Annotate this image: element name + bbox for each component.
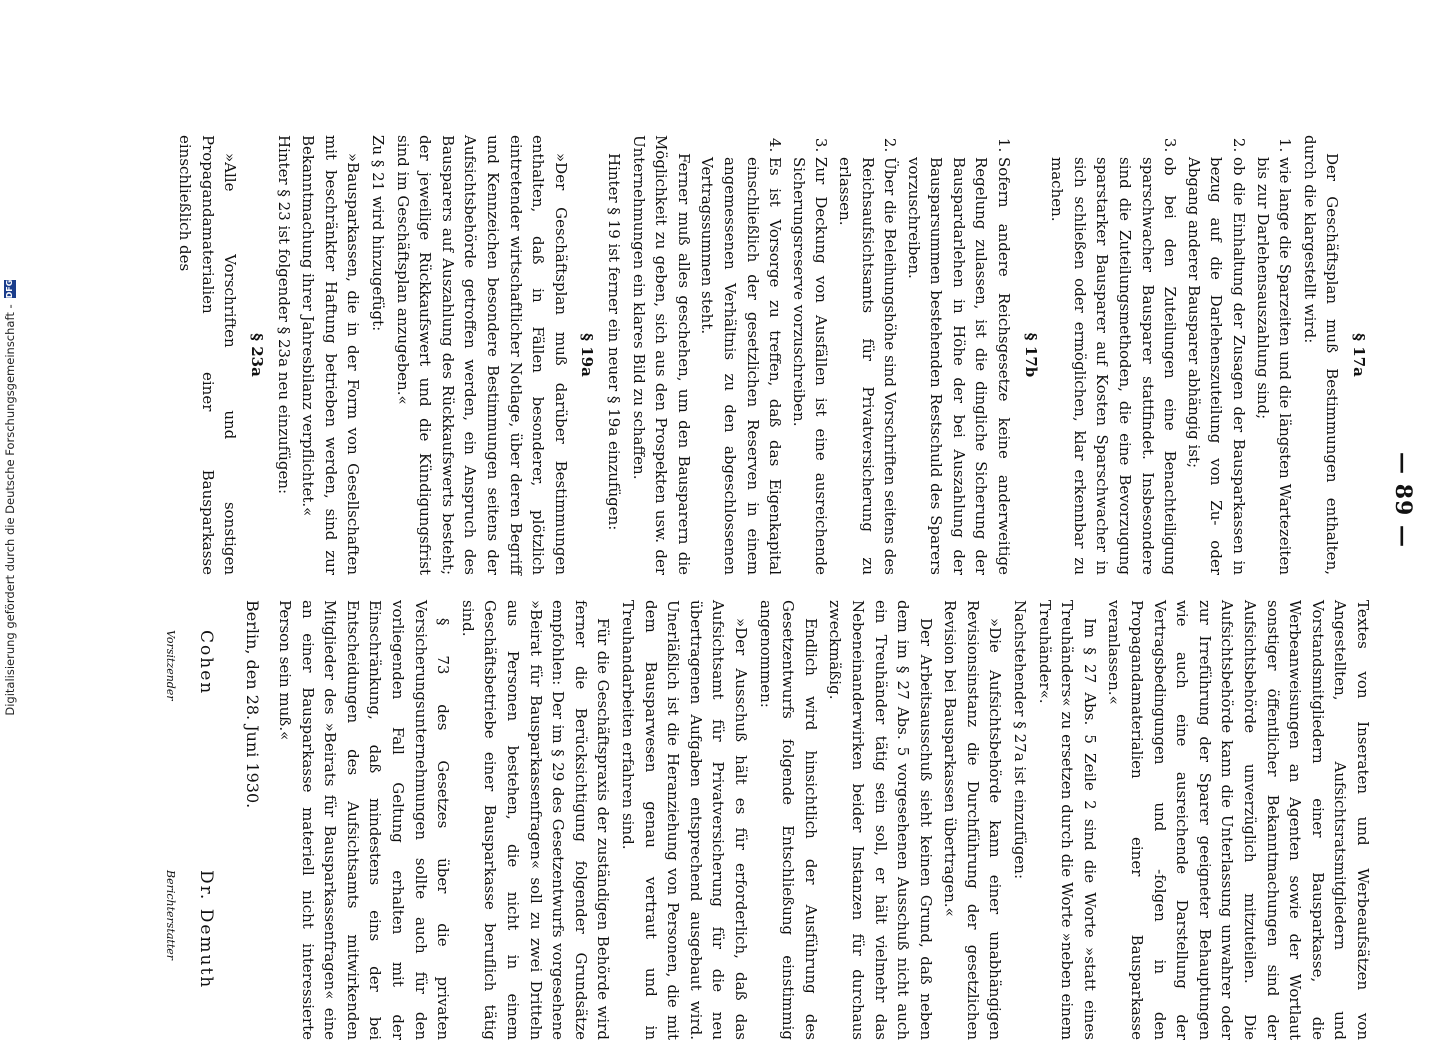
left-text-column <box>172 135 1374 575</box>
list-item: 3. ob bei den Zuteilungen eine Benachteiligung sparschwacher Bausparer stattfindet. Insbesondere sind die Zuteilungsmethoden, die eine Bevorzugung sparstarker Bausparer auf Kosten Sparschwacher in sich schließen oder ermöglichen, klar erkennbar zu machen. <box>1046 157 1182 575</box>
section-17a-list <box>1046 135 1297 575</box>
section-17b-paragraph: Ferner muß alles geschehen, um den Bausparern die Möglichkeit zu geben, sich aus den Prospekten usw. der Unternehmungen ein klares Bild zu schaffen. <box>629 135 693 575</box>
resolution-intro: Endlich wird hinsichtlich der Ausführung des Gesetzentwurfs folgende Entschließung einstimmig angenommen: <box>756 600 820 1040</box>
signature-right-role: Berichterstatter <box>163 870 177 961</box>
committee-paragraph: Der Arbeitsausschuß sieht keinen Grund, daß neben dem im § 27 Abs. 5 vorgesehenen Ausschuß nicht auch ein Treuhänder tätig sein soll, er hält vielmehr das Nebeneinanderwirken beider Instanzen für durchaus zweckmäßig. <box>826 600 935 1040</box>
section-23-intro: Hinter § 23 ist folgender § 23a neu einzufügen: <box>274 135 293 495</box>
list-item: 4. Es ist Vorsorge zu treffen, daß das Eigenkapital einschließlich der gesetzlichen Reserven in einem angemessenen Verhältnis zu den abgeschlossenen Vertragssummen steht. <box>696 157 786 575</box>
section-27-text: Im § 27 Abs. 5 Zeile 2 sind die Worte »statt eines Treuhänders« zu ersetzen durch die Worte »neben einem Treuhänder«. <box>1035 600 1099 1040</box>
resolution-quote: »Der Ausschuß hält es für erforderlich, daß das Aufsichtsamt für Privatversicherung für die neu übertragenen Aufgaben entsprechend ausgebaut wird. Unerläßlich ist die Heranziehung von Personen, die mit dem Bausparwesen genau vertraut und in Treuhandarbeiten erfahren sind. <box>619 600 750 1040</box>
section-73-paragraph: § 73 des Gesetzes über die privaten Versicherungsunternehmungen sollte auch für den vorliegenden Fall Geltung erhalten mit der Einschränkung, daß mindestens eins der bei Entscheidungen des Aufsichtsamts mitwirkenden Mitglieder des »Beirats für Bausparkassenfragen« eine an einer Bausparkasse materiell nicht interessierte Person sein muß.« <box>276 600 453 1040</box>
footer-text: Digitalisierung gefördert durch die Deutsche Forschungsgemeinschaft - <box>3 304 17 716</box>
list-item: 1. Sofern andere Reichsgesetze keine anderweitige Regelung zulassen, ist die dingliche Sicherung der Bauspardarlehen in Höhe der bei Auszahlung der Bausparsummen bestehenden Restschuld des Sparers vorzuschreiben. <box>902 157 1015 575</box>
signature-left-name: Cohen <box>195 630 216 696</box>
section-17a-heading: § 17a <box>1350 333 1368 377</box>
list-item: 2. Über die Beleihungshöhe sind Vorschriften seitens des Reichsaufsichtsamts für Privatversicherung zu erlassen. <box>833 157 901 575</box>
section-27a-text: »Die Aufsichtsbehörde kann einer unabhängigen Revisionsinstanz die Durchführung der gesetzlichen Revision bei Bausparkassen übertragen.« <box>941 600 1005 1040</box>
dfg-logo-icon: DFG <box>5 279 14 299</box>
section-17a-intro: Der Geschäftsplan muß Bestimmungen enthalten, durch die klargestellt wird: <box>1300 135 1342 575</box>
signature-block <box>127 600 217 1040</box>
signature-right-name: Dr. Demuth <box>195 870 216 990</box>
list-item: 2. ob die Einhaltung der Zusagen der Bausparkassen in bezug auf die Darlehenszuteilung von Zu- oder Abgang anderer Bausparer abhängig ist; <box>1182 157 1250 575</box>
section-23a-text: »Alle Vorschriften und sonstigen Propagandamaterialien einer Bausparkasse einschließlich des <box>176 135 240 575</box>
section-21-text: »Bausparkassen, die in der Form von Gesellschaften mit beschränkter Haftung betrieben werden, sind zur Bekanntmachung ihrer Jahresbilanz verpflichtet.« <box>299 135 363 575</box>
signature-left-role: Vorsitzender <box>163 630 177 701</box>
digitization-footer <box>0 18 23 978</box>
section-19a-heading: § 19a <box>578 333 597 377</box>
section-17b-heading: § 17b <box>1021 332 1040 378</box>
list-item: 1. wie lange die Sparzeiten und die längsten Wartezeiten bis zur Darlehensauszahlung sind; <box>1251 157 1296 575</box>
section-19a-text: »Der Geschäftsplan muß darüber Bestimmungen enthalten, daß in Fällen besonderer, plötzlich eintretender wirtschaftlicher Notlage, über deren Begriff und Kennzeichen besondere Bestimmungen seitens der Aufsichtsbehörde getroffen werden, ein Anspruch des Bausparers auf Auszahlung des Rückkaufswerts besteht; der jeweilige Rückkaufswert und die Kündigungsfrist sind im Geschäftsplan anzugeben.« <box>393 135 570 575</box>
section-23a-heading: § 23a <box>248 333 267 377</box>
practice-paragraph: Für die Geschäftspraxis der zuständigen Behörde wird ferner die Berücksichtigung folgender Grundsätze empfohlen: Der im § 29 des Gesetzentwurfs vorgesehene »Beirat für Bausparkassenfragen« soll zu zwei Dritteln aus Personen bestehen, die nicht in einem Geschäftsbetriebe einer Bausparkasse beruflich tätig sind. <box>458 600 613 1040</box>
place-date: Berlin, den 28. Juni 1930. <box>243 600 263 809</box>
right-text-column <box>127 600 1374 1040</box>
continued-paragraph: Textes von Inseraten und Werbeaufsätzen von Angestellten, Aufsichtsratsmitgliedern und Vorstandsmitgliedern einer Bausparkasse, die Werbeanweisungen an Agenten sowie der Wortlaut sonstiger öffentlicher Bekanntmachungen sind der Aufsichtsbehörde unverzüglich mitzuteilen. Die Aufsichtsbehörde kann die Unterlassung unwahrer oder zur Irreführung der Sparer geeigneter Behauptungen wie auch eine ausreichende Darstellung der Vertragsbedingungen und -folgen in den Propagandamaterialien einer Bausparkasse veranlassen.« <box>1105 600 1372 1040</box>
section-27a-intro: Nachstehender § 27a ist einzufügen: <box>1011 600 1030 880</box>
section-17b-list <box>696 135 1015 575</box>
section-19-intro: Hinter § 19 ist ferner ein neuer § 19a einzufügen: <box>605 153 623 531</box>
list-item: 3. Zur Deckung von Ausfällen ist eine ausreichende Sicherungsreserve vorzuschreiben. <box>787 157 832 575</box>
page-number: — 89 — <box>1390 452 1416 548</box>
section-21-intro: Zu § 21 wird hinzugefügt: <box>369 135 388 332</box>
